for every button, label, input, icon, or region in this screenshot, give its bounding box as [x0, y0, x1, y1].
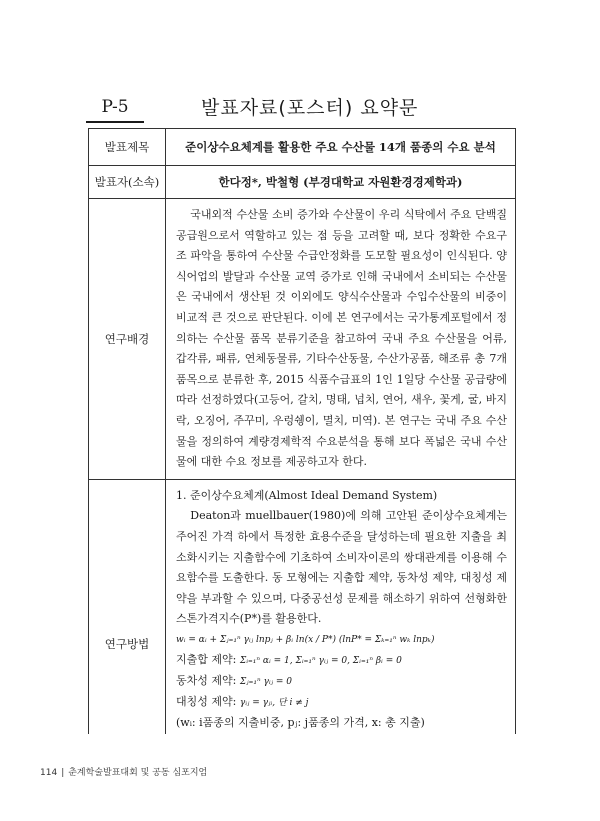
title-row — [89, 129, 516, 166]
page-number: 114 — [40, 768, 58, 778]
author-label: 발표자(소속) — [89, 166, 166, 199]
background-text: 국내외적 수산물 소비 증가와 수산물이 우리 식탁에서 주요 단백질공급원으로서 역할하고 있는 점 등을 고려할 때, 보다 정확한 수요구조 파악을 통하여 수산물 수급안정화를 도모할 필요성이 인식된다. 양식어업의 발달과 수산물 교역 증가로 인해 국내에서 소비되는 수산물은 국내에서 생산된 것 이외에도 양식수산물과 수입수산물의 비중이 비교적 큰 것으로 판단된다. 이에 본 연구에서는 국가통계포털에서 정의하는 수산물 품목 분류기준을 참고하여 국내 주요 수산물을 어류, 갑각류, 패류, 연체동물류, 기타수산동물, 수산가공품, 해조류 총 7개 품목으로 분류한 후, 2015 식품수급표의 1인 1일당 수산물 공급량에 따라 선정하였다(고등어, 갈치, 명태, 넙치, 연어, 새우, 꽃게, 굴, 바지락, 오징어, 주꾸미, 우렁쉥이, 멸치, 미역). 본 연구는 국내 주요 수산물을 정의하여 계량경제학적 수요분석을 통해 보다 폭넓은 국내 수산물에 대한 수요 정보를 제공하고자 한다. — [176, 208, 507, 469]
background-label: 연구배경 — [89, 199, 166, 480]
homogeneity-label: 동차성 제약: — [176, 673, 237, 687]
footer-separator: | — [61, 768, 65, 778]
adding-up-label: 지출합 제약: — [176, 652, 237, 666]
method-heading-1: 1. 준이상수요체계(Almost Ideal Demand System) — [176, 488, 438, 502]
homogeneity-expression: Σⱼ₌₁ⁿ γᵢⱼ = 0 — [239, 676, 293, 687]
method-row — [89, 479, 516, 734]
aids-equation: wᵢ = αᵢ + Σⱼ₌₁ⁿ γᵢⱼ lnpⱼ + βᵢ ln(x / P*) (lnP* = Σₖ₌₁ⁿ wₖ lnpₖ) — [176, 634, 435, 645]
poster-header — [86, 90, 516, 128]
author-affiliation: 한다정*, 박철형 (부경대학교 자원환경경제학과) — [166, 166, 516, 199]
symmetry-label: 대칭성 제약: — [176, 694, 237, 708]
summary-table-container — [88, 128, 516, 734]
footer-text: 춘계학술발표대회 및 공동 심포지엄 — [68, 768, 208, 778]
variable-note: (wᵢ: i품종의 지출비중, pⱼ: j품종의 가격, x: 총 지출) — [176, 715, 425, 729]
adding-up-constraint — [176, 650, 507, 671]
symmetry-expression: γᵢⱼ = γⱼᵢ, 단 i ≠ j — [239, 697, 309, 708]
method-label: 연구방법 — [89, 479, 166, 734]
page-footer — [40, 765, 207, 778]
symmetry-constraint — [176, 692, 507, 713]
adding-up-expression: Σᵢ₌₁ⁿ αᵢ = 1, Σᵢ₌₁ⁿ γᵢⱼ = 0, Σᵢ₌₁ⁿ βᵢ = 0 — [239, 655, 402, 666]
page-title: 발표자료(포스터) 요약문 — [201, 97, 419, 119]
method-cell — [166, 479, 516, 734]
homogeneity-constraint — [176, 671, 507, 692]
summary-table — [88, 128, 516, 734]
background-row — [89, 199, 516, 480]
method-paragraph-1: Deaton과 muellbauer(1980)에 의해 고안된 준이상수요체계는 주어진 가격 하에서 특정한 효용수준을 달성하는데 필요한 지출을 최소화시키는 지출함수에 기초하여 소비자이론의 쌍대관계를 이용해 수요함수를 도출한다. 동 모형에는 지출합 제약, 동차성 제약, 대칭성 제약을 부과할 수 있으며, 다중공선성 문제를 해소하기 위하여 선형화한 스톤가격지수(P*)를 활용한다. — [176, 509, 507, 626]
title-label: 발표제목 — [89, 129, 166, 166]
background-cell — [166, 199, 516, 480]
presentation-title: 준이상수요체계를 활용한 주요 수산물 14개 품종의 수요 분석 — [166, 129, 516, 166]
badge-underline — [86, 121, 144, 123]
session-badge: P-5 — [101, 97, 129, 117]
author-row — [89, 166, 516, 199]
